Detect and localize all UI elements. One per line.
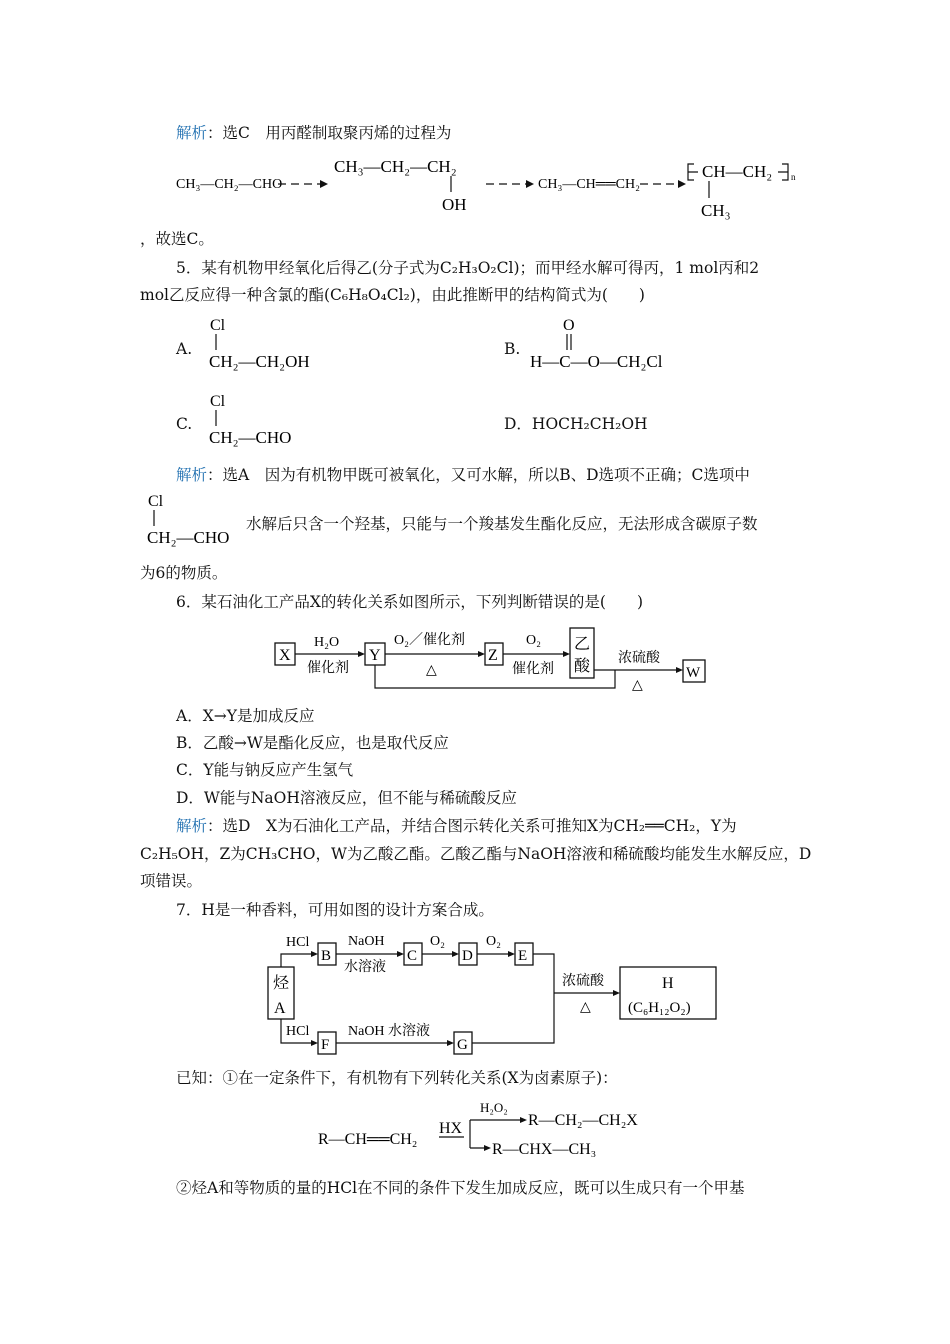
main-chain: CH₂—CHO <box>209 428 292 447</box>
label-h: H <box>662 975 674 992</box>
q5-analysis-line2: 水解后只含一个羟基，只能与一个羧基发生酯化反应，无法形成含碳原子数 <box>246 515 758 533</box>
label-g: G <box>457 1037 468 1053</box>
option-c-label: C. <box>176 415 193 433</box>
option-b-label: B. <box>504 340 521 358</box>
q6-option-b: B．乙酸→W是酯化反应，也是取代反应 <box>176 734 449 752</box>
heat-symbol: △ <box>580 1000 591 1015</box>
label-acid-2: 酸 <box>574 658 591 675</box>
branch-top <box>281 954 314 967</box>
q7-known-1: 已知：①在一定条件下，有机物有下列转化关系(X为卤素原子)： <box>176 1069 618 1087</box>
reagent-hx: HX <box>439 1120 463 1137</box>
q7-known-reaction <box>314 1092 674 1168</box>
arrow-head <box>526 180 534 188</box>
q5-analysis-line1 <box>176 465 750 485</box>
label-a-1: 烃 <box>273 975 290 992</box>
q7-stem: 7．H是一种香料，可用如图的设计方案合成。 <box>176 901 494 919</box>
arrow-head <box>320 180 328 188</box>
label-y: Y <box>369 647 381 664</box>
arrow2-top: O₂／催化剂 <box>394 633 465 648</box>
q6-analysis-line1 <box>176 816 737 836</box>
arrow-head <box>484 1145 491 1151</box>
option-c-structure <box>205 388 345 450</box>
option-a-label: A. <box>176 340 193 358</box>
analysis-text: ：选D X为石油化工产品，并结合图示转化关系可推知X为CH₂══CH₂，Y为 <box>207 817 737 835</box>
arrow-head <box>397 951 404 957</box>
arrow3-top: O₂ <box>526 633 541 648</box>
arrow4-top: 浓硫酸 <box>618 651 660 666</box>
arrow-head <box>676 667 683 673</box>
eq-start: CH₃—CH₂—CHO <box>176 177 283 192</box>
hcl-top: HCl <box>286 935 310 950</box>
label-acid-1: 乙 <box>574 636 591 653</box>
analysis-label: 解析 <box>176 124 208 142</box>
label-d: D <box>462 948 473 964</box>
analysis-label: 解析 <box>176 466 208 484</box>
label-e: E <box>518 948 528 964</box>
main-chain: CH₂—CHO <box>147 528 230 547</box>
main-chain: H—C—O—CH₂Cl <box>530 352 663 371</box>
o2-second: O₂ <box>486 934 501 949</box>
arrow-head <box>508 951 515 957</box>
hcl-bottom: HCl <box>286 1024 310 1039</box>
condition-h2o2: H₂O₂ <box>480 1100 508 1115</box>
q6-conversion-diagram <box>270 622 710 696</box>
q6-option-a: A．X→Y是加成反应 <box>176 707 315 725</box>
arrow-head <box>563 651 570 657</box>
reactant: R—CH══CH₂ <box>318 1131 418 1148</box>
analysis-text: ：选C 用丙醛制取聚丙烯的过程为 <box>207 124 452 142</box>
product-anti-markovnikov: R—CH₂—CH₂X <box>528 1112 638 1129</box>
arrow-head <box>678 180 686 188</box>
cl-atom: Cl <box>148 493 164 510</box>
eq-oh: OH <box>442 195 467 214</box>
analysis-text: ：选A 因为有机物甲既可被氧化，又可水解，所以B、D选项不正确；C选项中 <box>207 466 750 484</box>
option-b-structure <box>526 312 686 374</box>
arrow-head <box>311 951 318 957</box>
poly-n: n <box>791 172 796 182</box>
merge-line <box>472 954 554 1043</box>
eq-propene: CH₃—CH══CH₂ <box>538 177 640 192</box>
label-h-formula: (C₆H₁₂O₂) <box>628 1000 691 1016</box>
label-z: Z <box>488 647 498 664</box>
arrow2-bottom: △ <box>426 663 437 678</box>
polymer-bracket-right <box>778 164 788 180</box>
arrow-head <box>447 1040 454 1046</box>
o-atom: O <box>563 317 575 334</box>
conc-sulfuric-acid: 浓硫酸 <box>562 974 604 989</box>
arrow1-bottom: 催化剂 <box>307 661 349 676</box>
cl-atom: Cl <box>210 317 226 334</box>
naoh-top: NaOH <box>348 934 385 949</box>
arrow3-bottom: 催化剂 <box>512 662 554 677</box>
option-d: D．HOCH₂CH₂OH <box>504 415 648 433</box>
main-chain: CH₂—CH₂OH <box>209 352 310 371</box>
q4-reaction-scheme <box>170 150 820 225</box>
product-markovnikov: R—CHX—CH₃ <box>492 1141 597 1158</box>
o2-first: O₂ <box>430 934 445 949</box>
label-w: W <box>686 665 701 681</box>
q6-option-c: C．Y能与钠反应产生氢气 <box>176 761 354 779</box>
poly-methyl: CH₃ <box>701 201 731 220</box>
q6-stem: 6．某石油化工产品X的转化关系如图所示，下列判断错误的是( ) <box>176 593 643 611</box>
q5-stem-line2: mol乙反应得一种含氯的酯(C₆H₈O₄Cl₂)，由此推断甲的结构简式为( ) <box>140 286 645 304</box>
poly-unit: CH—CH₂ <box>702 162 773 181</box>
q7-known-2: ②烃A和等物质的量的HCl在不同的条件下发生加成反应，既可以生成只有一个甲基 <box>176 1179 745 1197</box>
arrow1-top: H₂O <box>314 635 340 650</box>
label-b: B <box>321 948 332 964</box>
q6-analysis-line2: C₂H₅OH，Z为CH₃CHO，W为乙酸乙酯。乙酸乙酯与NaOH溶液和稀硫酸均能发生水解反应，D <box>140 845 812 863</box>
label-x: X <box>279 647 291 664</box>
arrow-head <box>478 651 485 657</box>
label-a-2: A <box>274 1000 286 1017</box>
polymer-bracket-left <box>688 164 698 180</box>
option-a-structure <box>205 312 345 374</box>
q4-conclusion: ，故选C。 <box>140 230 214 248</box>
q6-analysis-line3: 项错误。 <box>140 872 203 890</box>
q4-analysis <box>176 123 451 143</box>
label-f: F <box>321 1037 330 1053</box>
q5-analysis-line3: 为6的物质。 <box>140 564 228 582</box>
aqueous-solution: 水溶液 <box>344 960 386 975</box>
label-c: C <box>407 948 418 964</box>
arrow-head <box>311 1040 318 1046</box>
analysis-label: 解析 <box>176 817 208 835</box>
q6-option-d: D．W能与NaOH溶液反应，但不能与稀硫酸反应 <box>176 789 517 807</box>
q5-stem-line1: 5．某有机物甲经氧化后得乙(分子式为C₂H₃O₂Cl)；而甲经水解可得丙，1 mol丙和2 <box>176 259 760 277</box>
eq-propanol: CH₃—CH₂—CH₂ <box>334 157 457 176</box>
arrow-head <box>613 990 620 996</box>
q7-synthesis-diagram <box>264 925 724 1060</box>
naoh-bottom: NaOH 水溶液 <box>348 1024 431 1039</box>
arrow4-bottom: △ <box>632 678 643 693</box>
arrow-head <box>520 1117 527 1123</box>
arrow-head <box>452 951 459 957</box>
cl-atom: Cl <box>210 393 226 410</box>
arrow-head <box>358 651 365 657</box>
q5-analysis-structure <box>143 488 253 550</box>
